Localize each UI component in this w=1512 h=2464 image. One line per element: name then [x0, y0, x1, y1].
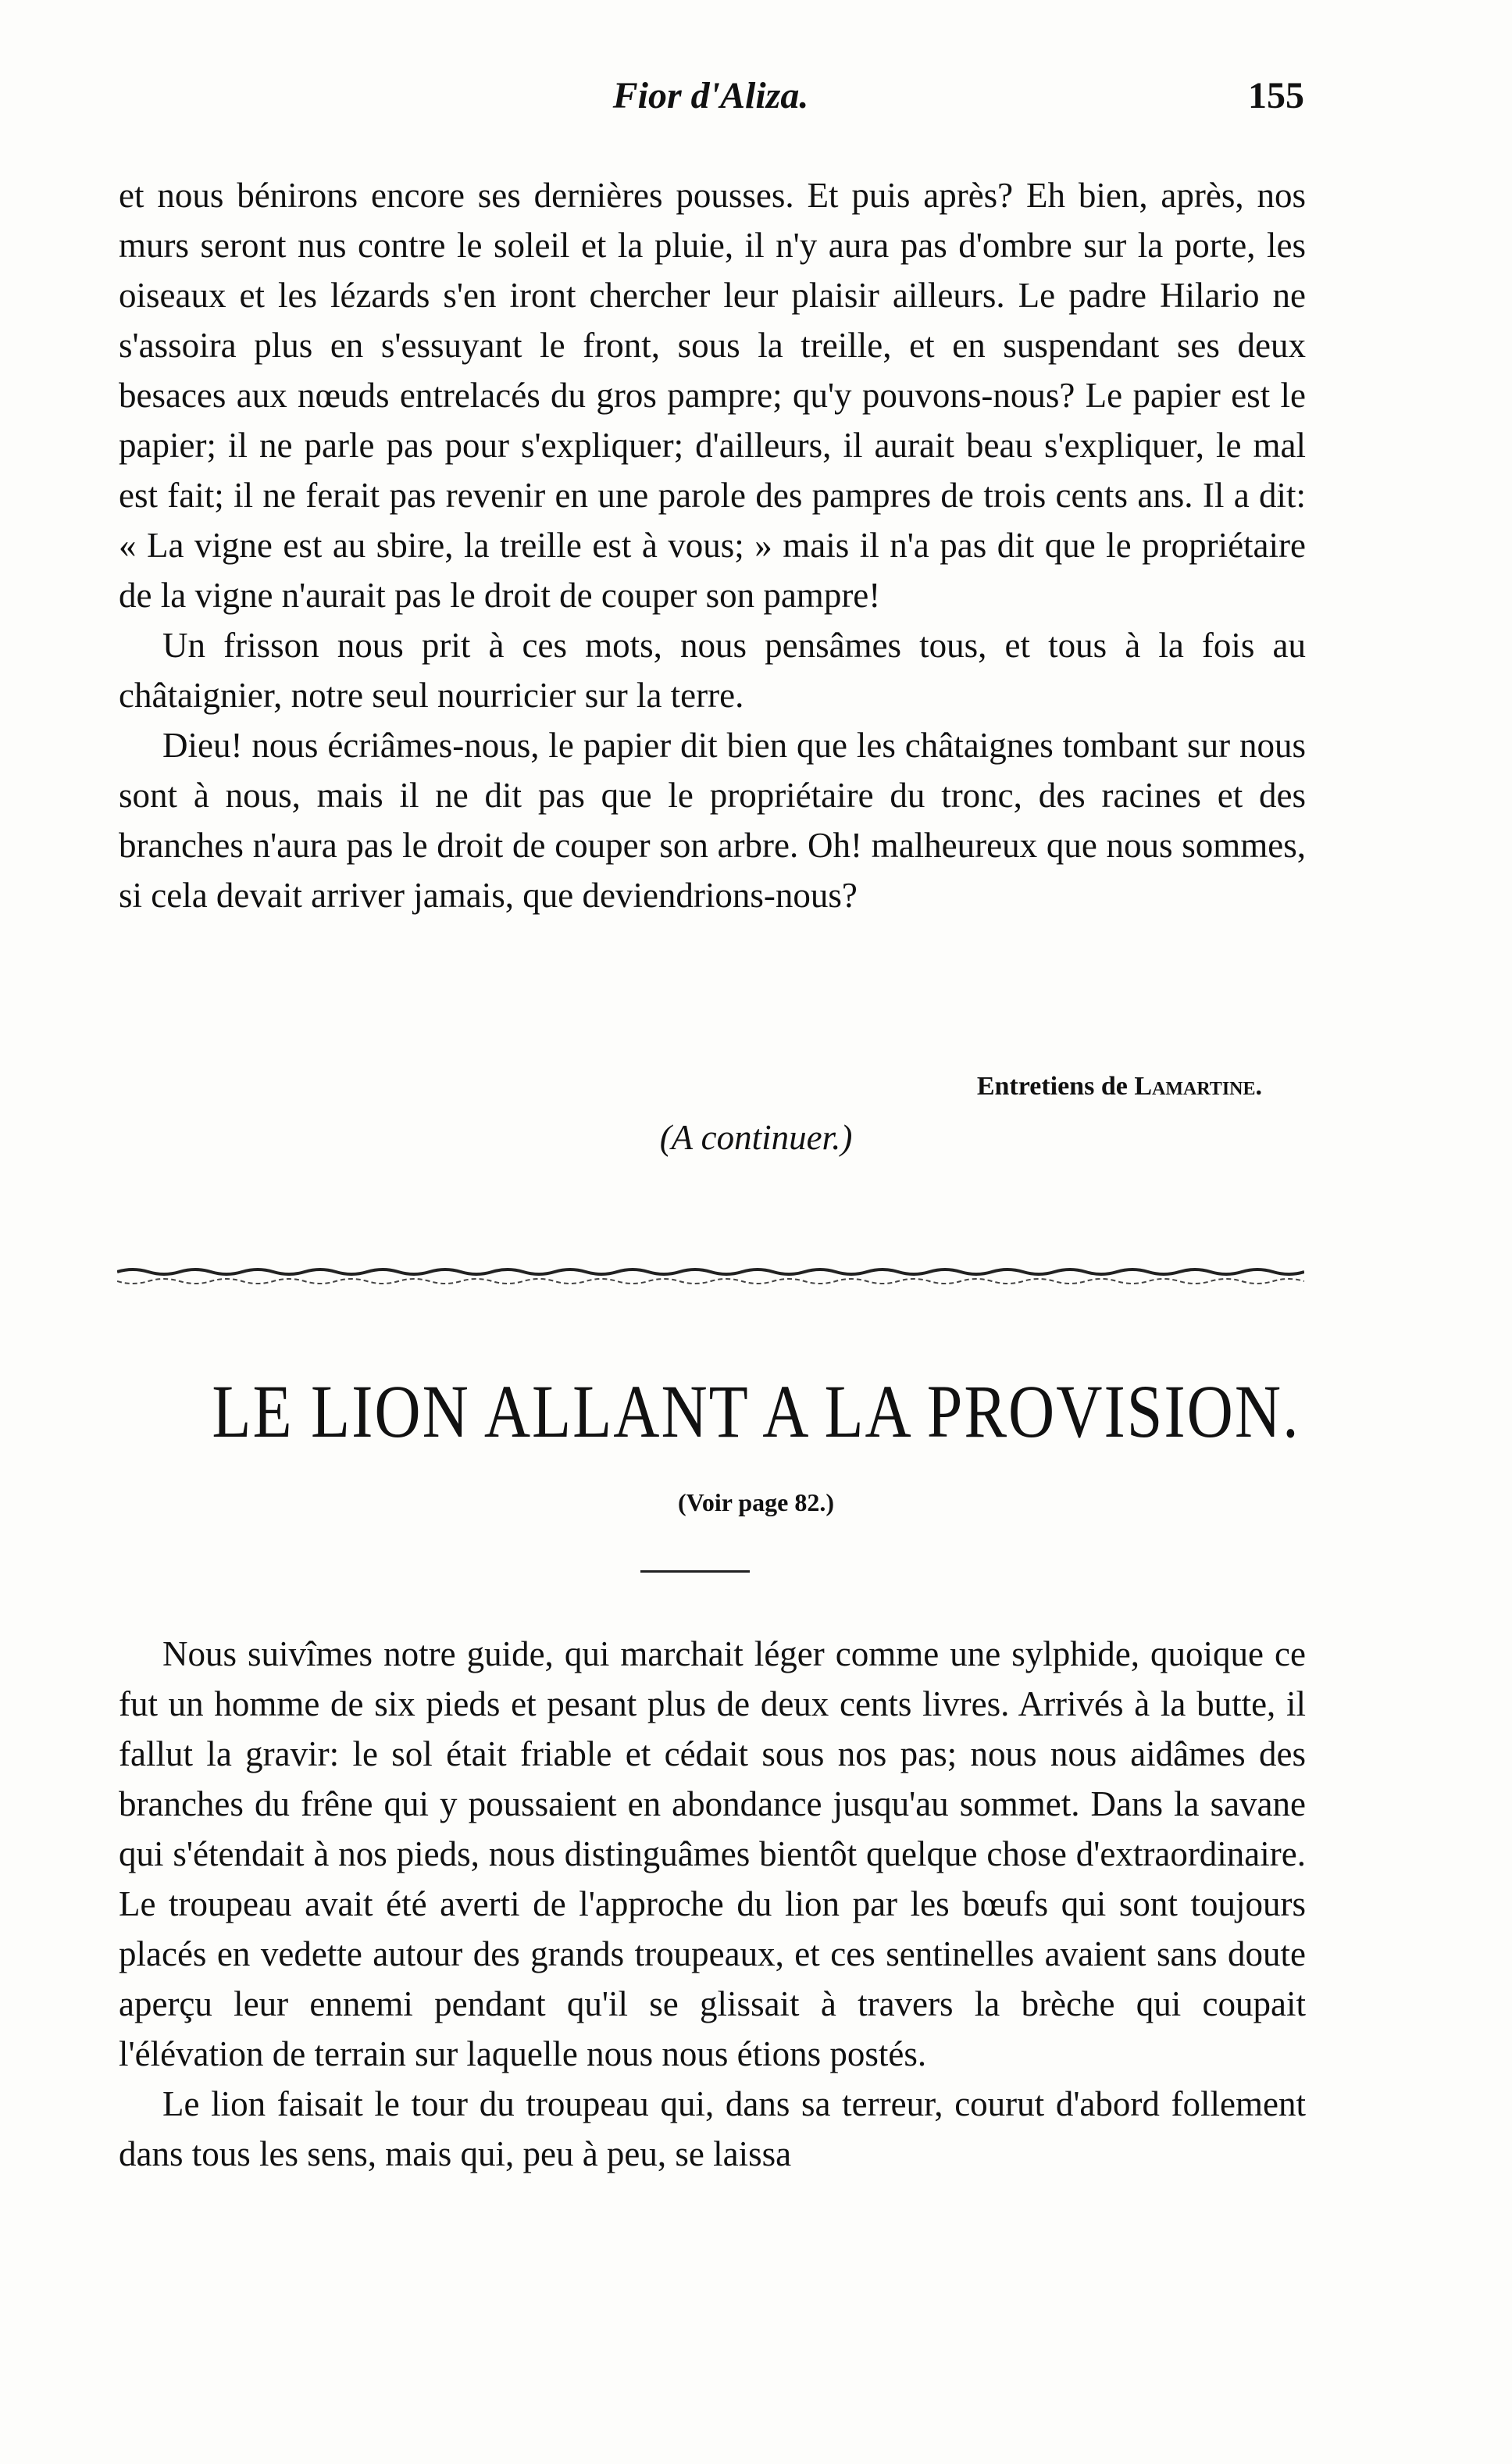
paragraph: Nous suivîmes notre guide, qui marchait léger comme une sylphide, quoique ce fut un homme de six pieds et pesant plus de deux cents livres. Arrivés à la butte, il fallut la gravir: le sol était friable et cédait sous nos pas; nous nous aidâmes des branches du frêne qui y poussaient en abondance jusqu'au sommet. Dans la savane qui s'étendait à nos pieds, nous distinguâmes bientôt quelque chose d'extraordinaire. Le troupeau avait été averti de l'approche du lion par les bœufs qui sont toujours placés en vedette autour des grands troupeaux, et ces sentinelles avaient sans doute aperçu leur ennemi pendant qu'il se glissait à travers la brèche qui coupait l'élévation de terrain sur laquelle nous nous étions postés.: [119, 1634, 1306, 2073]
article-subtitle: (Voir page 82.): [678, 1488, 834, 1516]
paragraph: Le lion faisait le tour du troupeau qui, dans sa terreur, courut d'abord follement dans tous les sens, mais qui, peu à peu, se laissa: [119, 2084, 1306, 2173]
article-fior-daliza-text: [119, 170, 1306, 920]
paragraph: Un frisson nous prit à ces mots, nous pensâmes tous, et tous à la fois au châtaignier, notre seul nourricier sur la terre.: [119, 626, 1306, 715]
source-attribution: [977, 1072, 1262, 1102]
article-title: LE LION ALLANT A LA PROVISION.: [212, 1369, 1300, 1454]
to-be-continued: (A continuer.): [659, 1118, 853, 1157]
paragraph: Dieu! nous écriâmes-nous, le papier dit bien que les châtaignes tombant sur nous sont à nous, mais il ne dit pas que le propriétaire du tronc, des racines et des branches n'aura pas le droit de couper son arbre. Oh! malheureux que nous sommes, si cela devait arriver jamais, que deviendrions-nous?: [119, 726, 1306, 915]
ornamental-divider: [117, 1266, 1304, 1292]
page-number: 155: [1248, 75, 1304, 116]
running-title: Fior d'Aliza.: [612, 75, 809, 116]
attribution-author: Lamartine.: [1134, 1072, 1262, 1101]
running-header: [117, 74, 1304, 137]
article-lion-text: [119, 1629, 1306, 2179]
attribution-prefix: Entretiens de: [976, 1072, 1128, 1101]
paragraph: et nous bénirons encore ses dernières pousses. Et puis après? Eh bien, après, nos murs seront nus contre le soleil et la pluie, il n'y aura pas d'ombre sur la porte, les oiseaux et les lézards s'en iront chercher leur plaisir ailleurs. Le padre Hilario ne s'assoira plus en s'essuyant le front, sous la treille, et en suspendant ses deux besaces aux nœuds entrelacés du gros pampre; qu'y pouvons-nous? Le papier est le papier; il ne parle pas pour s'expliquer; d'ailleurs, il aurait beau s'expliquer, le mal est fait; il ne ferait pas revenir en une parole des pampres de trois cents ans. Il a dit: « La vigne est au sbire, la treille est à vous; » mais il n'a pas dit que le propriétaire de la vigne n'aurait pas le droit de couper son pampre!: [119, 176, 1306, 615]
title-rule: [640, 1570, 750, 1573]
